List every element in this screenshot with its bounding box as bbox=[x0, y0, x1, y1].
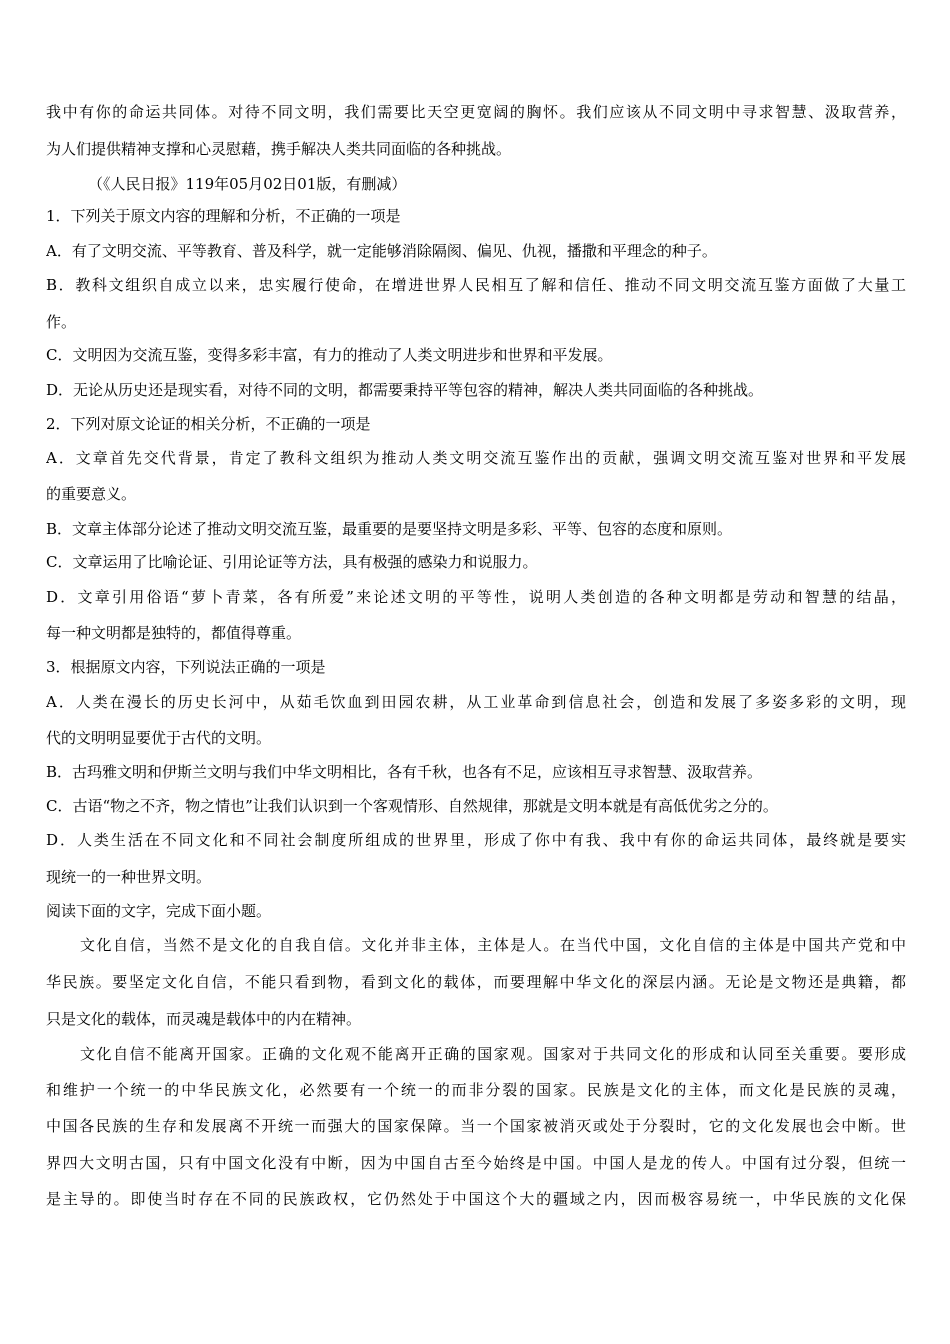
question-stem: 3．根据原文内容，下列说法正确的一项是 bbox=[46, 658, 326, 676]
option-b-continued: 作。 bbox=[46, 313, 77, 331]
option-a: A．有了文明交流、平等教育、普及科学，就一定能够消除隔阂、偏见、仇视，播撒和平理念的种子。 bbox=[46, 242, 717, 260]
passage-line: 文化自信不能离开国家。正确的文化观不能离开正确的国家观。国家对于共同文化的形成和认同至关重要。要形成 bbox=[80, 1045, 906, 1063]
option-d: D．无论从历史还是现实看，对待不同的文明，都需要秉持平等包容的精神，解决人类共同面临的各种挑战。 bbox=[46, 381, 764, 399]
option-a-continued: 的重要意义。 bbox=[46, 485, 137, 503]
option-c: C．文明因为交流互鉴，变得多彩丰富，有力的推动了人类文明进步和世界和平发展。 bbox=[46, 346, 613, 364]
option-d: D．文章引用俗语“萝卜青菜，各有所爱”来论述文明的平等性，说明人类创造的各种文明都是劳动和智慧的结晶， bbox=[46, 588, 906, 606]
option-a: A．文章首先交代背景，肯定了教科文组织为推动人类文明交流互鉴作出的贡献，强调文明交流互鉴对世界和平发展 bbox=[46, 449, 906, 467]
question-stem: 2．下列对原文论证的相关分析，不正确的一项是 bbox=[46, 415, 371, 433]
option-b: B．教科文组织自成立以来，忠实履行使命，在增进世界人民相互了解和信任、推动不同文明交流互鉴方面做了大量工 bbox=[46, 276, 906, 294]
option-d-continued: 现统一的一种世界文明。 bbox=[46, 868, 212, 886]
option-a: A．人类在漫长的历史长河中，从茹毛饮血到田园农耕，从工业革命到信息社会，创造和发展了多姿多彩的文明，现 bbox=[46, 693, 906, 711]
question-stem: 1．下列关于原文内容的理解和分析，不正确的一项是 bbox=[46, 207, 401, 225]
option-d-continued: 每一种文明都是独特的，都值得尊重。 bbox=[46, 624, 302, 642]
passage-line: 文化自信，当然不是文化的自我自信。文化并非主体，主体是人。在当代中国，文化自信的主体是中国共产党和中 bbox=[80, 936, 906, 954]
passage-line: 是主导的。即使当时存在不同的民族政权，它仍然处于中国这个大的疆域之内，因而极容易统一，中华民族的文化保 bbox=[46, 1190, 906, 1208]
intro-line: 我中有你的命运共同体。对待不同文明，我们需要比天空更宽阔的胸怀。我们应该从不同文明中寻求智慧、汲取营养， bbox=[46, 103, 906, 121]
passage-line: 中国各民族的生存和发展离不开统一而强大的国家保障。当一个国家被消灭或处于分裂时，它的文化发展也会中断。世 bbox=[46, 1117, 906, 1135]
intro-line: 为人们提供精神支撑和心灵慰藉，携手解决人类共同面临的各种挑战。 bbox=[46, 140, 512, 158]
option-c: C．古语“物之不齐，物之情也”让我们认识到一个客观情形、自然规律，那就是文明本就是有高低优劣之分的。 bbox=[46, 797, 778, 815]
option-c: C．文章运用了比喻论证、引用论证等方法，具有极强的感染力和说服力。 bbox=[46, 553, 538, 571]
passage-line: 华民族。要坚定文化自信，不能只看到物，看到文化的载体，而要理解中华文化的深层内涵。无论是文物还是典籍，都 bbox=[46, 973, 906, 991]
option-b: B．古玛雅文明和伊斯兰文明与我们中华文明相比，各有千秋，也各有不足，应该相互寻求智慧、汲取营养。 bbox=[46, 763, 763, 781]
option-a-continued: 代的文明明显要优于古代的文明。 bbox=[46, 729, 272, 747]
passage-line: 和维护一个统一的中华民族文化，必然要有一个统一的而非分裂的国家。民族是文化的主体，而文化是民族的灵魂， bbox=[46, 1081, 906, 1099]
reading-prompt: 阅读下面的文字，完成下面小题。 bbox=[46, 902, 272, 920]
option-b: B．文章主体部分论述了推动文明交流互鉴，最重要的是要坚持文明是多彩、平等、包容的态度和原则。 bbox=[46, 520, 733, 538]
passage-line: 界四大文明古国，只有中国文化没有中断，因为中国自古至今始终是中国。中国人是龙的传人。中国有过分裂，但统一 bbox=[46, 1154, 906, 1172]
source-citation: （《人民日报》119年05月02日01版，有删减） bbox=[88, 175, 407, 193]
option-d: D．人类生活在不同文化和不同社会制度所组成的世界里，形成了你中有我、我中有你的命运共同体，最终就是要实 bbox=[46, 831, 906, 849]
passage-line: 只是文化的载体，而灵魂是载体中的内在精神。 bbox=[46, 1010, 362, 1028]
